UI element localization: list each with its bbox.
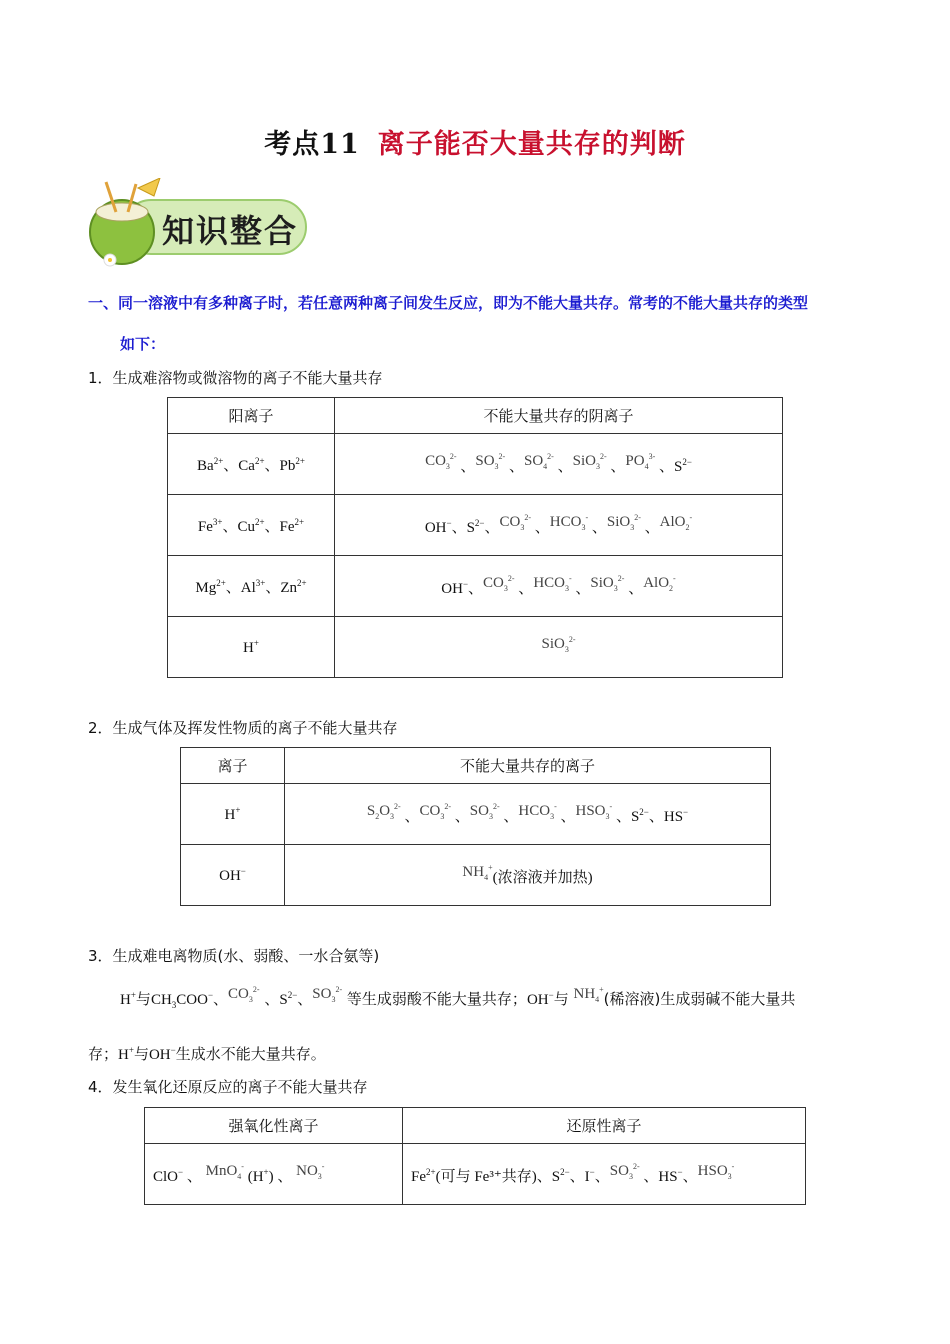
knowledge-badge bbox=[84, 178, 314, 270]
cation-cell: $Mg^{2+}$、$Al^{3+}$、$Zn^{2+}$ bbox=[168, 556, 335, 617]
table-row bbox=[168, 495, 783, 556]
badge-text: 知识整合 bbox=[162, 212, 299, 250]
section2-note: (浓溶液并加热) bbox=[492, 870, 593, 886]
anion-cell: OH−、$CO_3^{2-}$ 、$HCO_3^-$ 、SiO$_3^{2-}$ 、AlO$_2$- bbox=[335, 556, 783, 617]
table-row bbox=[168, 556, 783, 617]
table-gas bbox=[180, 747, 771, 906]
incompatible-cell: $S_2O_3^{2-}$ 、$CO_3^{2-}$ 、$SO_3^{2-}$ 、$HCO_3^-$ 、$HSO_3^-$ 、$S^{2-}$、HS− bbox=[285, 784, 771, 845]
header-incompatible: 不能大量共存的离子 bbox=[285, 748, 771, 784]
header-ion: 离子 bbox=[181, 748, 285, 784]
reducer-cell: $Fe^{2+}$(可与 Fe³⁺共存)、$S^{2-}$、I−、$SO_3^{2-}$ 、HS−、$HSO_3^-$ bbox=[403, 1144, 806, 1205]
table-insoluble bbox=[167, 397, 783, 678]
title-main: 离子能否大量共存的判断 bbox=[377, 129, 686, 160]
incompatible-cell: $NH_4^+$(浓溶液并加热) bbox=[285, 845, 771, 906]
section4-heading: 4．发生氧化还原反应的离子不能大量共存 bbox=[88, 1078, 368, 1096]
table-row bbox=[168, 617, 783, 678]
section4-note: (可与 Fe³⁺共存) bbox=[435, 1169, 537, 1185]
header-cation: 阳离子 bbox=[168, 398, 335, 434]
intro-line1: 一、同一溶液中有多种离子时，若任意两种离子间发生反应，即为不能大量共存。常考的不能大量共存的类型 bbox=[88, 294, 809, 312]
cation-cell: H+ bbox=[168, 617, 335, 678]
ion-cell: OH− bbox=[181, 845, 285, 906]
title-prefix: 考点11 bbox=[264, 129, 360, 160]
anion-cell: OH−、$S^{2-}$、$CO_3^{2-}$ 、$HCO_3^-$ 、SiO$_3^{2-}$ 、AlO$_2$- bbox=[335, 495, 783, 556]
header-reducer: 还原性离子 bbox=[403, 1108, 806, 1144]
section2-heading: 2．生成气体及挥发性物质的离子不能大量共存 bbox=[88, 719, 398, 737]
table-redox bbox=[144, 1107, 806, 1205]
table-row bbox=[168, 434, 783, 495]
table-row bbox=[145, 1144, 806, 1205]
anion-cell: SiO$_3^{2-}$ bbox=[335, 617, 783, 678]
oxidizer-cell: ClO− 、 MnO$_4$- (H+) 、 $NO_3^-$ bbox=[145, 1144, 403, 1205]
section3-paragraph: H+与$CH_3COO^-$、$CO_3^{2-}$ 、$S^{2-}$、$SO_3^{2-}$ 等生成弱酸不能大量共存；OH−与 $NH_4^+$(稀溶液)生成弱碱不能大量共 bbox=[120, 985, 796, 1010]
section3-paragraph-cont: 存；H+与OH−生成水不能大量共存。 bbox=[88, 1045, 326, 1063]
header-oxidizer: 强氧化性离子 bbox=[145, 1108, 403, 1144]
table-row bbox=[168, 398, 783, 434]
section3-heading: 3．生成难电离物质(水、弱酸、一水合氨等) bbox=[88, 947, 380, 965]
table-row bbox=[145, 1108, 806, 1144]
cation-cell: $Fe^{3+}$、$Cu^{2+}$、$Fe^{2+}$ bbox=[168, 495, 335, 556]
table-row bbox=[181, 748, 771, 784]
cation-cell: $Ba^{2+}$、$Ca^{2+}$、$Pb^{2+}$ bbox=[168, 434, 335, 495]
page-title bbox=[0, 122, 950, 161]
table-row bbox=[181, 845, 771, 906]
anion-cell: $CO_3^{2-}$ 、$SO_3^{2-}$ 、$SO_4^{2-}$ 、SiO$_3^{2-}$ 、$PO_4^{3-}$ 、$S^{2-}$ bbox=[335, 434, 783, 495]
table-row bbox=[181, 784, 771, 845]
intro-line2: 如下： bbox=[120, 335, 166, 353]
header-anion: 不能大量共存的阴离子 bbox=[335, 398, 783, 434]
section1-heading: 1．生成难溶物或微溶物的离子不能大量共存 bbox=[88, 369, 383, 387]
ion-cell: H+ bbox=[181, 784, 285, 845]
